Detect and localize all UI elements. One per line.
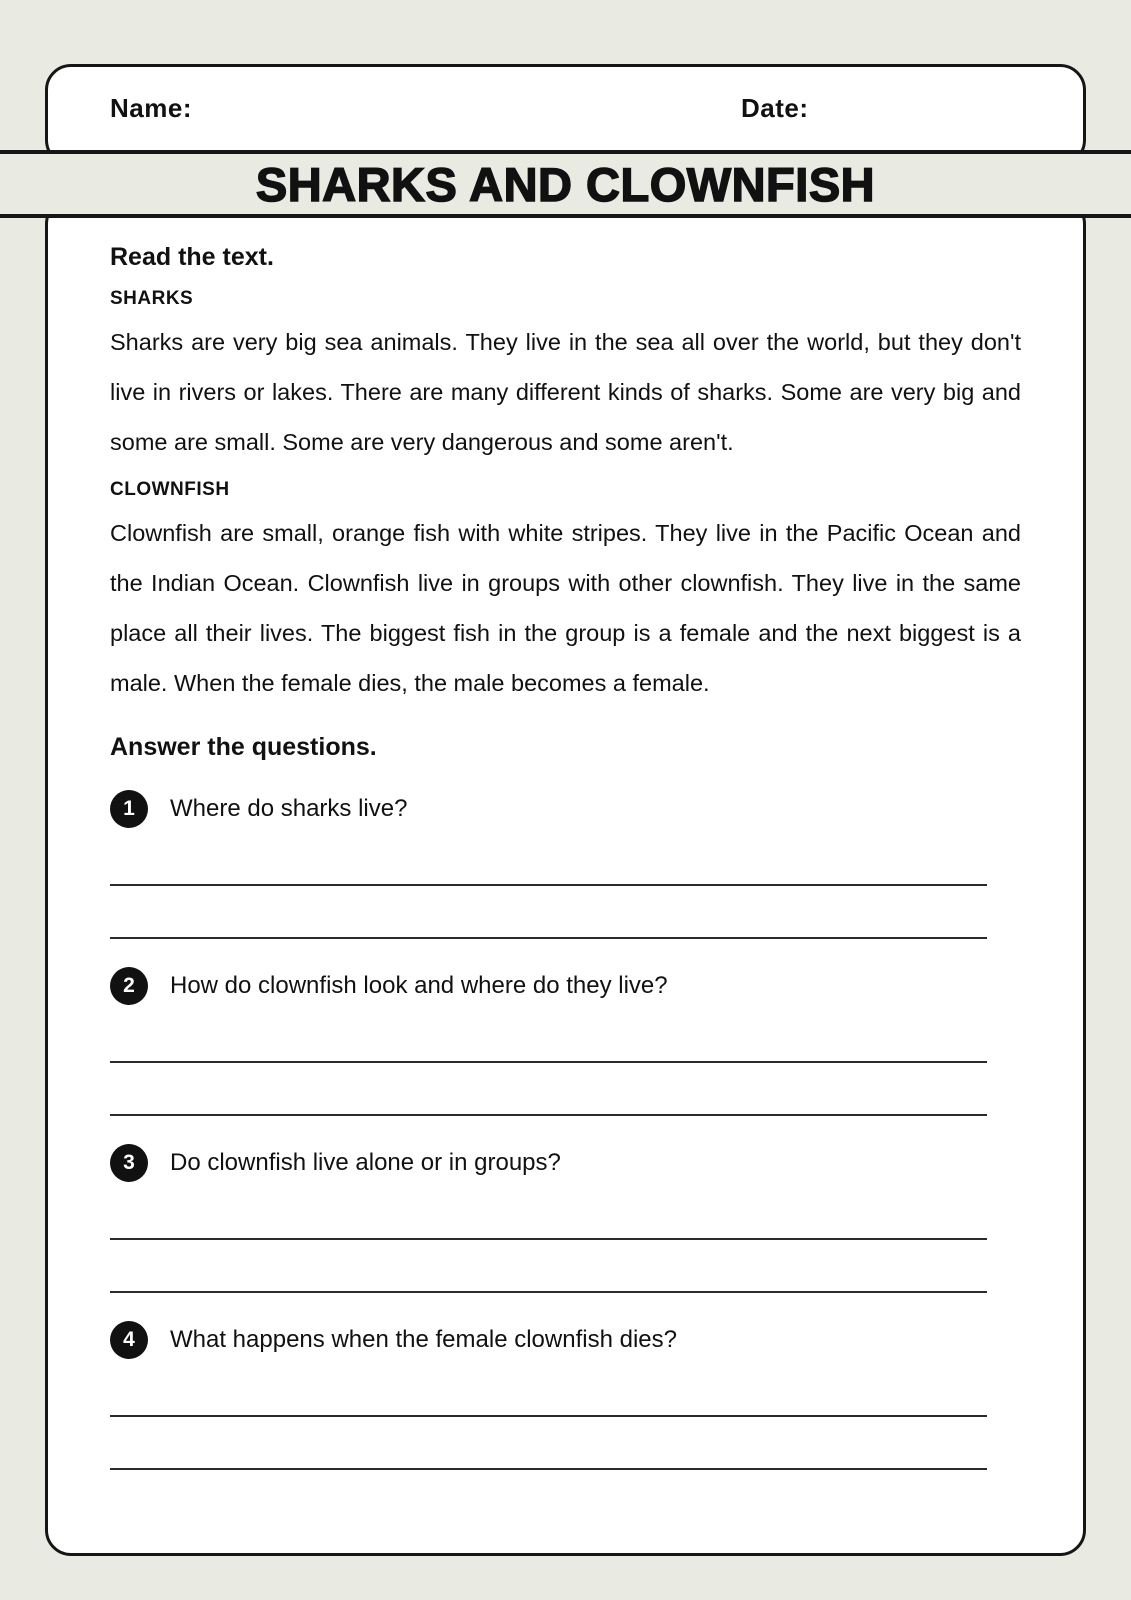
sharks-paragraph: Sharks are very big sea animals. They live in the sea all over the world, but they don't live in rivers or lakes. There are many different kinds of sharks. Some are very big and some are small. Some are very dangerous and some aren't. <box>110 329 1021 455</box>
question-4-answer-line-2 <box>110 1417 987 1470</box>
question-2 <box>110 967 1021 1005</box>
question-4 <box>110 1321 1021 1359</box>
question-4-number-badge: 4 <box>110 1321 148 1359</box>
date-label: Date: <box>741 93 809 123</box>
question-2-number-badge: 2 <box>110 967 148 1005</box>
question-1-answer-line-1 <box>110 828 987 886</box>
answer-instruction: Answer the questions. <box>110 732 377 761</box>
content-inner <box>48 201 1083 1470</box>
question-1 <box>110 790 1021 828</box>
section-heading-sharks: SHARKS <box>110 288 194 309</box>
section-heading-clownfish: CLOWNFISH <box>110 479 230 501</box>
worksheet-title: SHARKS AND CLOWNFISH <box>255 157 876 211</box>
title-band <box>0 150 1131 218</box>
question-2-answer-line-1 <box>110 1005 987 1063</box>
name-label: Name: <box>110 93 192 123</box>
question-1-answer-line-2 <box>110 886 987 939</box>
read-instruction: Read the text. <box>110 243 274 271</box>
question-3-number-badge: 3 <box>110 1144 148 1182</box>
question-3 <box>110 1144 1021 1182</box>
question-2-answer-line-2 <box>110 1063 987 1116</box>
question-4-answer-line-1 <box>110 1359 987 1417</box>
question-4-text: What happens when the female clownfish dies? <box>170 1325 677 1353</box>
clownfish-paragraph: Clownfish are small, orange fish with white stripes. They live in the Pacific Ocean and the Indian Ocean. Clownfish live in groups with other clownfish. They live in the same place all their lives. The biggest fish in the group is a female and the next biggest is a male. When the female dies, the male becomes a female. <box>110 520 1021 696</box>
question-1-number-badge: 1 <box>110 790 148 828</box>
question-1-text: Where do sharks live? <box>170 794 408 822</box>
question-3-text: Do clownfish live alone or in groups? <box>170 1148 561 1176</box>
question-2-text: How do clownfish look and where do they live? <box>170 971 668 999</box>
question-3-answer-line-2 <box>110 1240 987 1293</box>
question-3-answer-line-1 <box>110 1182 987 1240</box>
content-box <box>45 198 1086 1556</box>
